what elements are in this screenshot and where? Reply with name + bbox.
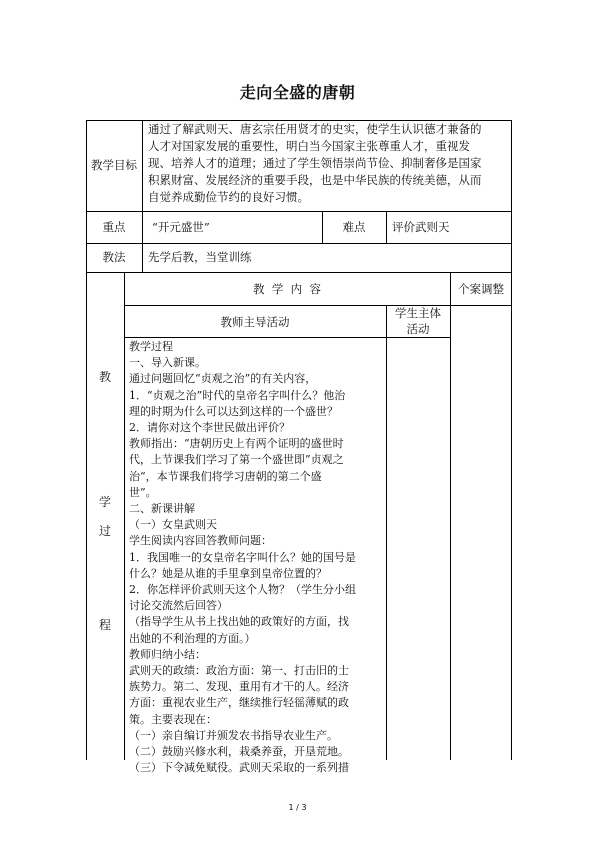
content-header: 教 学 内 容 (253, 282, 321, 296)
student-header-line: 活动 (406, 322, 430, 336)
goal-line: 人才对国家发展的重要性，明白当今国家主张尊重人才，重视发 (148, 139, 470, 153)
process-line: 1．“贞观之治”时代的皇帝名字叫什么？他治 (129, 388, 346, 402)
focus-label: 重点 (102, 220, 126, 234)
goal-line: 自觉养成勤俭节约的良好习惯。 (148, 190, 309, 204)
process-line: 教学过程 (129, 340, 173, 353)
row-divider-goal (86, 211, 511, 212)
page-number: 1 / 3 (288, 803, 307, 812)
process-label-char: 程 (99, 618, 112, 632)
process-line: （二）鼓励兴修水利，栽桑养蚕，开垦荒地。 (129, 745, 349, 759)
process-line: （一）女皇武则天 (129, 518, 217, 532)
student-header-line: 学生主体 (395, 306, 441, 320)
process-line: 学生阅读内容回答教师问题： (129, 534, 272, 548)
process-line: 族势力。第二、发现、重用有才干的人。经济 (129, 680, 349, 694)
col-divider-process-label (124, 272, 125, 760)
process-line: 2．请你对这个李世民做出评价？ (129, 421, 290, 435)
process-line: 治“，本节课我们将学习唐朝的第二个盛 (129, 469, 322, 483)
teacher-activity-content (129, 339, 385, 776)
process-label-char: 教 (99, 370, 112, 384)
focus-value: “开元盛世” (152, 220, 210, 234)
process-line: 1．我国唯一的女皇帝名字叫什么？她的国号是 (129, 550, 356, 564)
process-line: （三）下令减免赋役。武则天采取的一系列措 (129, 761, 349, 775)
col-divider-label (142, 120, 143, 272)
method-value: 先学后教，当堂训练 (148, 250, 252, 264)
process-line: 策。主要表现在： (129, 712, 217, 726)
row-divider-content-header (124, 305, 511, 306)
process-line: 理的时期为什么可以达到这样的一个盛世？ (129, 404, 338, 418)
row-divider-sub-header (124, 337, 450, 338)
process-line: 二、新课讲解 (129, 502, 195, 516)
goal-text (148, 121, 508, 206)
process-line: （指导学生从书上找出她的政策好的方面，找 (129, 615, 349, 629)
process-line: 一、导入新课。 (129, 356, 206, 370)
table-border-left (86, 120, 87, 760)
method-label: 教法 (102, 250, 126, 264)
goal-line: 现、培养人才的道理；通过了学生领悟崇尚节俭、抑制奢侈是国家 (148, 156, 482, 170)
process-label-char: 学 (99, 495, 112, 509)
col-divider-student (386, 305, 387, 760)
process-label-char: 过 (99, 524, 112, 538)
goal-line: 通过了解武则天、唐玄宗任用贤才的史实，使学生认识德才兼备的 (148, 122, 482, 136)
process-line: 教师归纳小结： (129, 647, 206, 661)
process-line: 教师指出：“唐朝历史上有两个证明的盛世时 (129, 437, 344, 451)
process-line: 世”。 (129, 485, 157, 499)
difficulty-label: 难点 (342, 220, 366, 234)
col-divider-difficulty-2 (386, 211, 387, 243)
adjust-header: 个案调整 (458, 282, 504, 296)
table-border-right (511, 120, 512, 760)
row-divider-method (86, 272, 511, 273)
teacher-header: 教师主导活动 (220, 315, 290, 329)
row-divider-focus (86, 243, 511, 244)
student-header (386, 305, 450, 337)
process-line: 2．你怎样评价武则天这个人物？（学生分小组 (129, 583, 356, 597)
process-line: 讨论交流然后回答） (129, 599, 228, 613)
process-line: 通过问题回忆“贞观之治”的有关内容， (129, 372, 317, 386)
process-line: 什么？她是从谁的手里拿到皇帝位置的？ (129, 566, 327, 580)
process-line: 方面：重视农业生产，继续推行轻徭薄赋的政 (129, 696, 349, 710)
col-divider-adjust (450, 272, 451, 760)
process-line: 武则天的政绩：政治方面：第一、打击旧的士 (129, 664, 349, 678)
goal-label: 教学目标 (91, 158, 137, 172)
process-line: 代，上节课我们学习了第一个盛世即”贞观之 (129, 453, 344, 467)
goal-line: 积累财富、发展经济的重要手段，也是中华民族的传统美德，从而 (148, 173, 482, 187)
process-line: （一）亲自编订并颁发农书指导农业生产。 (129, 728, 338, 742)
process-line: 出她的不利治理的方面。） (129, 631, 256, 645)
difficulty-value: 评价武则天 (392, 220, 450, 234)
page-title: 走向全盛的唐朝 (239, 83, 356, 102)
